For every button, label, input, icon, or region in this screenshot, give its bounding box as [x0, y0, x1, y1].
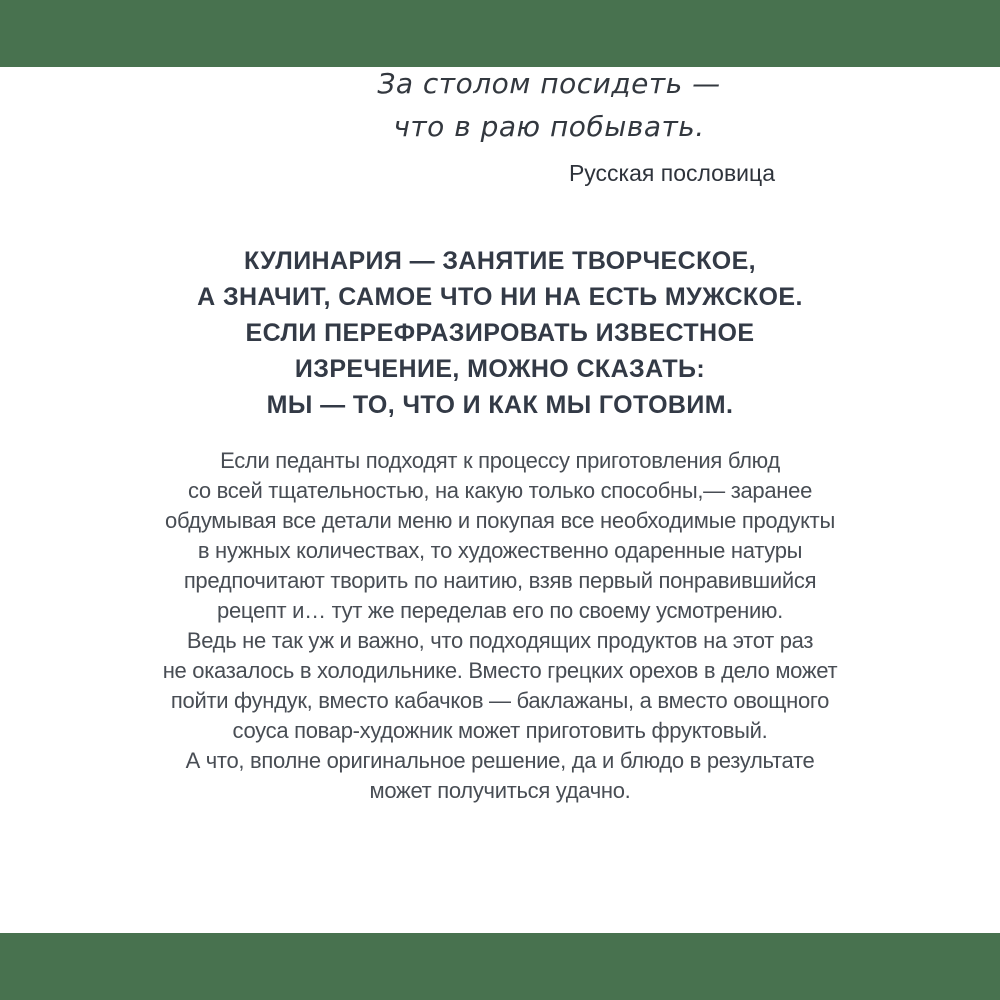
epigraph-line: За столом посидеть — — [377, 67, 721, 100]
body-line: обдумывая все детали меню и покупая все необходимые продукты — [165, 508, 835, 533]
body-line: может получиться удачно. — [369, 778, 631, 803]
body-line: не оказалось в холодильнике. Вместо грецких орехов в дело может — [162, 658, 838, 683]
lead-heading-line: КУЛИНАРИЯ — ЗАНЯТИЕ ТВОРЧЕСКОЕ, — [243, 247, 757, 275]
lead-heading — [60, 243, 940, 423]
lead-heading-line: ЕСЛИ ПЕРЕФРАЗИРОВАТЬ ИЗВЕСТНОЕ — [245, 319, 755, 347]
body-line: соуса повар-художник может приготовить фруктовый. — [232, 718, 768, 743]
epigraph-block — [323, 62, 775, 186]
epigraph-line: что в раю побывать. — [393, 110, 705, 143]
body-line: со всей тщательностью, на какую только способны,— заранее — [187, 478, 813, 503]
lead-heading-line: ИЗРЕЧЕНИЕ, МОЖНО СКАЗАТЬ: — [294, 355, 706, 383]
lead-heading-line: А ЗНАЧИТ, САМОЕ ЧТО НИ НА ЕСТЬ МУЖСКОЕ. — [197, 283, 803, 311]
body-line: Ведь не так уж и важно, что подходящих продуктов на этот раз — [186, 628, 814, 653]
body-line: в нужных количествах, то художественно одаренные натуры — [197, 538, 803, 563]
lead-heading-line: МЫ — ТО, ЧТО И КАК МЫ ГОТОВИМ. — [266, 391, 734, 419]
body-line: А что, вполне оригинальное решение, да и блюдо в результате — [185, 748, 815, 773]
body-line: пойти фундук, вместо кабачков — баклажаны, а вместо овощного — [170, 688, 830, 713]
bottom-color-band — [0, 933, 1000, 1000]
top-color-band — [0, 0, 1000, 67]
body-line: предпочитают творить по наитию, взяв первый понравившийся — [183, 568, 817, 593]
body-line: Если педанты подходят к процессу приготовления блюд — [220, 448, 780, 473]
epigraph-attribution: Русская пословица — [568, 160, 775, 186]
body-paragraph — [100, 446, 900, 806]
body-line: рецепт и… тут же переделав его по своему усмотрению. — [217, 598, 783, 623]
